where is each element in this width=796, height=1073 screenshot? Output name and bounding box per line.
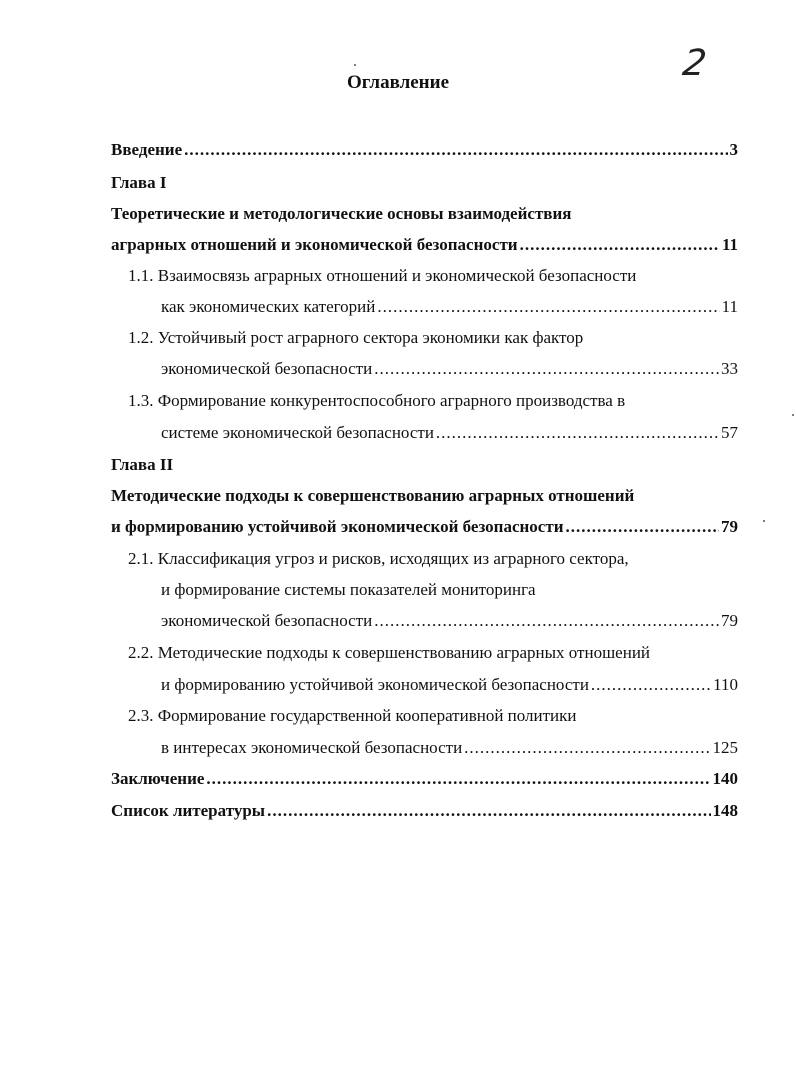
toc-entry-section-2-1[interactable] — [161, 610, 738, 632]
toc-entry-label: Введение — [111, 140, 183, 159]
section-title: Устойчивый рост аграрного сектора экономики как фактор — [157, 328, 584, 347]
dot-leader — [591, 674, 711, 696]
toc-entry-page: 110 — [713, 675, 738, 694]
toc-entry-section-1-2[interactable] — [161, 358, 738, 380]
toc-entry-page: 140 — [712, 769, 738, 788]
toc-entry-section-2-3[interactable] — [161, 737, 738, 759]
section-number: 2.3. — [128, 706, 154, 725]
section-1-3-line1[interactable] — [128, 390, 625, 412]
section-2-2-line1[interactable] — [128, 642, 650, 664]
toc-entry-label: аграрных отношений и экономической безопасности — [111, 235, 518, 254]
section-number: 2.1. — [128, 549, 154, 568]
toc-entry-label: и формированию устойчивой экономической безопасности — [161, 675, 589, 694]
dot-leader — [520, 234, 720, 256]
toc-entry-label: экономической безопасности — [161, 359, 373, 378]
chapter-1-title-line1: Теоретические и методологические основы взаимодействия — [111, 204, 572, 223]
chapter-1-heading: Глава I — [111, 173, 167, 192]
toc-entry-page: 3 — [729, 140, 738, 159]
toc-entry-section-1-1[interactable] — [161, 296, 738, 318]
toc-entry-page: 125 — [712, 738, 738, 757]
dot-leader — [377, 296, 719, 318]
toc-entry-label: системе экономической безопасности — [161, 423, 434, 442]
section-1-1-line1[interactable] — [128, 265, 636, 287]
section-title: Классификация угроз и рисков, исходящих из аграрного сектора, — [157, 549, 629, 568]
toc-entry-label: и формированию устойчивой экономической безопасности — [111, 517, 564, 536]
toc-entry-section-2-2[interactable] — [161, 674, 738, 696]
toc-entry-page: 148 — [712, 801, 738, 820]
scan-speck — [354, 64, 356, 66]
dot-leader — [184, 139, 727, 161]
toc-entry-page: 79 — [721, 611, 738, 630]
section-2-3-line1[interactable] — [128, 705, 577, 727]
section-title: Формирование государственной кооперативной политики — [157, 706, 577, 725]
dot-leader — [464, 737, 710, 759]
toc-entry-chapter-2[interactable] — [111, 516, 738, 538]
toc-entry-page: 11 — [721, 297, 738, 316]
toc-entry-page: 79 — [721, 517, 738, 536]
dot-leader — [267, 800, 710, 822]
section-2-1-line1[interactable] — [128, 548, 629, 570]
toc-entry-page: 11 — [721, 235, 738, 254]
toc-entry-conclusion[interactable] — [111, 768, 738, 790]
page-title: Оглавление — [346, 72, 450, 93]
section-title: Методические подходы к совершенствованию аграрных отношений — [157, 643, 651, 662]
dot-leader — [566, 516, 719, 538]
section-title: Формирование конкурентоспособного аграрного производства в — [157, 391, 626, 410]
section-1-2-line1[interactable] — [128, 327, 583, 349]
toc-entry-label: экономической безопасности — [161, 611, 373, 630]
section-number: 2.2. — [128, 643, 154, 662]
dot-leader — [374, 610, 719, 632]
toc-entry-references[interactable] — [111, 800, 738, 822]
section-number: 1.1. — [128, 266, 154, 285]
dot-leader — [436, 422, 719, 444]
dot-leader — [206, 768, 710, 790]
toc-entry-label: в интересах экономической безопасности — [161, 738, 463, 757]
scan-speck — [792, 414, 794, 416]
toc-entry-label: Список литературы — [111, 801, 266, 820]
toc-entry-page: 33 — [721, 359, 738, 378]
scan-speck — [763, 520, 765, 522]
dot-leader — [374, 358, 719, 380]
section-2-1-line2: и формирование системы показателей мониторинга — [161, 580, 536, 599]
toc-entry-intro[interactable] — [111, 139, 738, 161]
toc-entry-page: 57 — [721, 423, 738, 442]
toc-entry-chapter-1[interactable] — [111, 234, 738, 256]
section-title: Взаимосвязь аграрных отношений и экономической безопасности — [157, 266, 637, 285]
toc-entry-label: как экономических категорий — [161, 297, 376, 316]
toc-entry-label: Заключение — [111, 769, 205, 788]
section-number: 1.2. — [128, 328, 154, 347]
chapter-2-heading: Глава II — [111, 455, 174, 474]
chapter-2-title-line1: Методические подходы к совершенствованию аграрных отношений — [111, 486, 635, 505]
toc-entry-section-1-3[interactable] — [161, 422, 738, 444]
handwritten-page-number: 2 — [680, 43, 709, 84]
section-number: 1.3. — [128, 391, 154, 410]
